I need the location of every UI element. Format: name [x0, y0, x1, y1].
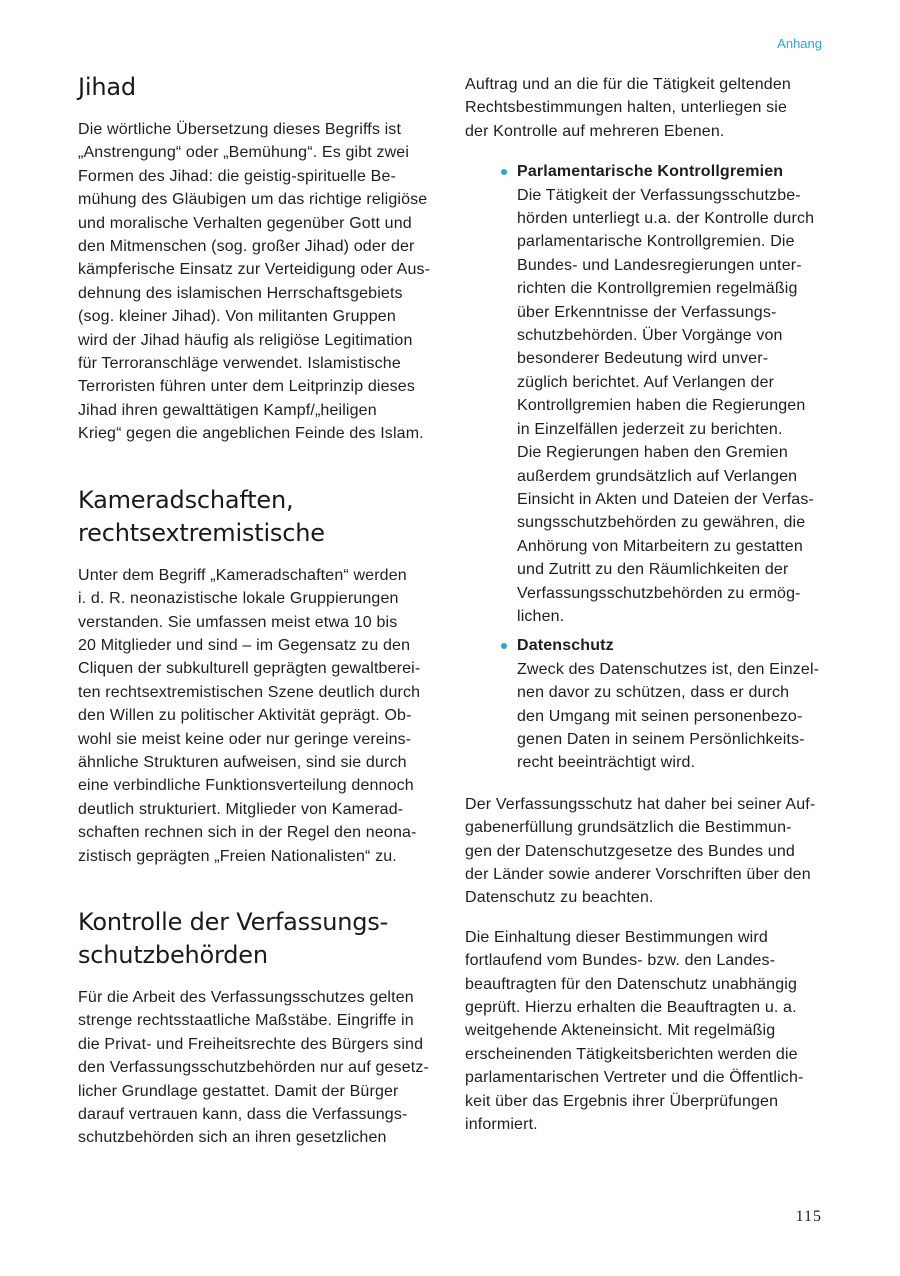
bullet-list	[465, 160, 830, 775]
right-column	[465, 73, 830, 1136]
text-line: schaften rechnen sich in der Regel den neona-	[78, 824, 417, 842]
page-number: 115	[795, 1208, 822, 1225]
text-line: Die Einhaltung dieser Bestimmungen wird	[465, 928, 768, 946]
text-line: Zweck des Datenschutzes ist, den Einzel-	[517, 660, 820, 678]
text-line: in Einzelfällen jederzeit zu berichten.	[517, 420, 783, 438]
text-line: gabenerfüllung grundsätzlich die Bestimmun-	[465, 819, 792, 837]
text-line: richten die Kontrollgremien regelmäßig	[517, 280, 798, 298]
text-line: Cliquen der subkulturell geprägten gewaltberei-	[78, 660, 421, 678]
text-line: wohl sie meist keine oder nur geringe vereins-	[78, 730, 412, 748]
bullet-dot	[501, 169, 507, 175]
text-line: und Zutritt zu den Räumlichkeiten der	[517, 561, 789, 579]
text-line: über Erkenntnisse der Verfassungs-	[517, 303, 777, 321]
text-line: schutzbehörden. Über Vorgänge von	[517, 327, 783, 345]
bullet-item-datenschutz	[465, 634, 830, 774]
paragraph-jihad	[78, 118, 438, 446]
text-line: lichen.	[517, 607, 565, 625]
heading-jihad: Jihad	[78, 73, 136, 101]
text-line: Terroristen führen unter dem Leitprinzip dieses	[78, 378, 415, 396]
text-line: Jihad ihren gewalttätigen Kampf/„heiligen	[78, 401, 377, 419]
text-line: keit über das Ergebnis ihrer Überprüfungen	[465, 1092, 779, 1110]
text-line: dehnung des islamischen Herrschaftsgebiets	[78, 284, 403, 302]
text-line: weitgehende Akteneinsicht. Mit regelmäßig	[465, 1022, 776, 1040]
text-line: i. d. R. neonazistische lokale Gruppierungen	[78, 590, 399, 608]
text-line: die Privat- und Freiheitsrechte des Bürgers sind	[78, 1035, 424, 1053]
text-line: erscheinenden Tätigkeitsberichten werden die	[465, 1045, 798, 1063]
bullet-title: Parlamentarische Kontrollgremien	[517, 163, 784, 181]
text-line: hörden unterliegt u.a. der Kontrolle durch	[517, 210, 815, 228]
text-line: kämpferische Einsatz zur Verteidigung oder Aus-	[78, 261, 431, 279]
text-line: wird der Jihad häufig als religiöse Legitimation	[78, 331, 413, 349]
text-line: Datenschutz zu beachten.	[465, 889, 654, 907]
text-line: den Mitmenschen (sog. großer Jihad) oder der	[78, 238, 415, 256]
text-line: Bundes- und Landesregierungen unter-	[517, 256, 802, 274]
text-line: deutlich strukturiert. Mitglieder von Kamerad-	[78, 800, 404, 818]
text-line: schutzbehörden sich an ihren gesetzlichen	[78, 1129, 387, 1147]
text-line: Verfassungsschutzbehörden zu ermög-	[517, 584, 801, 602]
paragraph-kameradschaften	[78, 564, 438, 868]
text-line: Kontrolle der Verfassungs-	[78, 907, 389, 936]
text-line: züglich berichtet. Auf Verlangen der	[517, 373, 775, 391]
text-line: Einsicht in Akten und Dateien der Verfas-	[517, 490, 814, 508]
text-line: darauf vertrauen kann, dass die Verfassungs-	[78, 1106, 408, 1123]
left-column	[78, 70, 438, 1150]
text-line: gen der Datenschutzgesetze des Bundes und	[465, 842, 795, 860]
text-line: Formen des Jihad: die geistig-spirituelle Be-	[78, 167, 397, 185]
text-line: strenge rechtsstaatliche Maßstäbe. Eingriffe in	[78, 1012, 414, 1030]
text-line: 20 Mitglieder und sind – im Gegensatz zu den	[78, 636, 411, 654]
text-line: eine verbindliche Funktionsverteilung dennoch	[78, 777, 414, 795]
heading-kameradschaften	[78, 484, 438, 550]
bullet-text	[517, 658, 830, 775]
text-line: recht beeinträchtigt wird.	[517, 754, 696, 772]
text-line: parlamentarischen Vertreter und die Öffentlich-	[465, 1069, 804, 1087]
text-line: besonderer Bedeutung wird unver-	[517, 350, 769, 368]
heading-kontrolle	[78, 906, 438, 972]
text-line: Die wörtliche Übersetzung dieses Begriffs ist	[78, 121, 402, 138]
text-line: (sog. kleiner Jihad). Von militanten Gruppen	[78, 308, 396, 326]
text-line: Der Verfassungsschutz hat daher bei seiner Auf-	[465, 795, 816, 813]
text-line: mühung des Gläubigen um das richtige religiöse	[78, 191, 428, 209]
text-line: der Kontrolle auf mehreren Ebenen.	[465, 122, 725, 140]
paragraph-intro	[465, 73, 830, 143]
text-line: ten rechtsextremistischen Szene deutlich durch	[78, 683, 421, 701]
text-line: Rechtsbestimmungen halten, unterliegen sie	[465, 99, 788, 117]
text-line: den Willen zu politischer Aktivität geprägt. Ob-	[78, 707, 412, 725]
text-line: den Umgang mit seinen personenbezo-	[517, 707, 803, 725]
text-line: Kameradschaften,	[78, 485, 294, 514]
text-line: sungsschutzbehörden zu gewähren, die	[517, 514, 806, 532]
text-line: für Terroranschläge verwendet. Islamistische	[78, 355, 401, 373]
text-line: verstanden. Sie umfassen meist etwa 10 bis	[78, 613, 398, 631]
paragraph-datenschutzgesetze	[465, 793, 830, 910]
running-head: Anhang	[777, 36, 822, 51]
text-line: informiert.	[465, 1116, 538, 1134]
bullet-title: Datenschutz	[517, 637, 614, 655]
text-line: zistisch geprägten „Freien Nationalisten“ zu.	[78, 847, 397, 865]
paragraph-kontrolle	[78, 986, 438, 1150]
text-line: Auftrag und an die für die Tätigkeit geltenden	[465, 76, 791, 93]
paragraph-einhaltung	[465, 926, 830, 1137]
bullet-dot	[501, 643, 507, 649]
text-line: Die Regierungen haben den Gremien	[517, 444, 788, 462]
text-line: der Länder sowie anderer Vorschriften über den	[465, 866, 811, 883]
text-line: nen davor zu schützen, dass er durch	[517, 684, 790, 702]
text-line: licher Grundlage gestattet. Damit der Bürger	[78, 1082, 399, 1100]
text-line: geprüft. Hierzu erhalten die Beauftragten u. a.	[465, 999, 797, 1017]
text-line: Unter dem Begriff „Kameradschaften“ werden	[78, 566, 407, 584]
text-line: beauftragten für den Datenschutz unabhängig	[465, 975, 798, 993]
bullet-text	[517, 184, 830, 629]
text-line: Für die Arbeit des Verfassungsschutzes gelten	[78, 988, 414, 1006]
text-line: fortlaufend vom Bundes- bzw. den Landes-	[465, 952, 776, 970]
text-line: Anhörung von Mitarbeitern zu gestatten	[517, 537, 803, 555]
text-line: und moralische Verhalten gegenüber Gott und	[78, 214, 412, 232]
text-line: genen Daten in seinem Persönlichkeits-	[517, 730, 805, 748]
bullet-item-kontrollgremien	[465, 160, 830, 628]
text-line: rechtsextremistische	[78, 518, 325, 547]
text-line: „Anstrengung“ oder „Bemühung“. Es gibt zwei	[78, 144, 410, 162]
text-line: Die Tätigkeit der Verfassungsschutzbe-	[517, 186, 801, 204]
text-line: Krieg“ gegen die angeblichen Feinde des Islam.	[78, 425, 424, 443]
text-line: den Verfassungsschutzbehörden nur auf gesetz-	[78, 1059, 429, 1077]
text-line: ähnliche Strukturen aufweisen, sind sie durch	[78, 753, 407, 771]
text-line: außerdem grundsätzlich auf Verlangen	[517, 467, 798, 485]
text-line: Kontrollgremien haben die Regierungen	[517, 397, 806, 415]
text-line: parlamentarische Kontrollgremien. Die	[517, 233, 795, 251]
text-line: schutzbehörden	[78, 940, 268, 969]
